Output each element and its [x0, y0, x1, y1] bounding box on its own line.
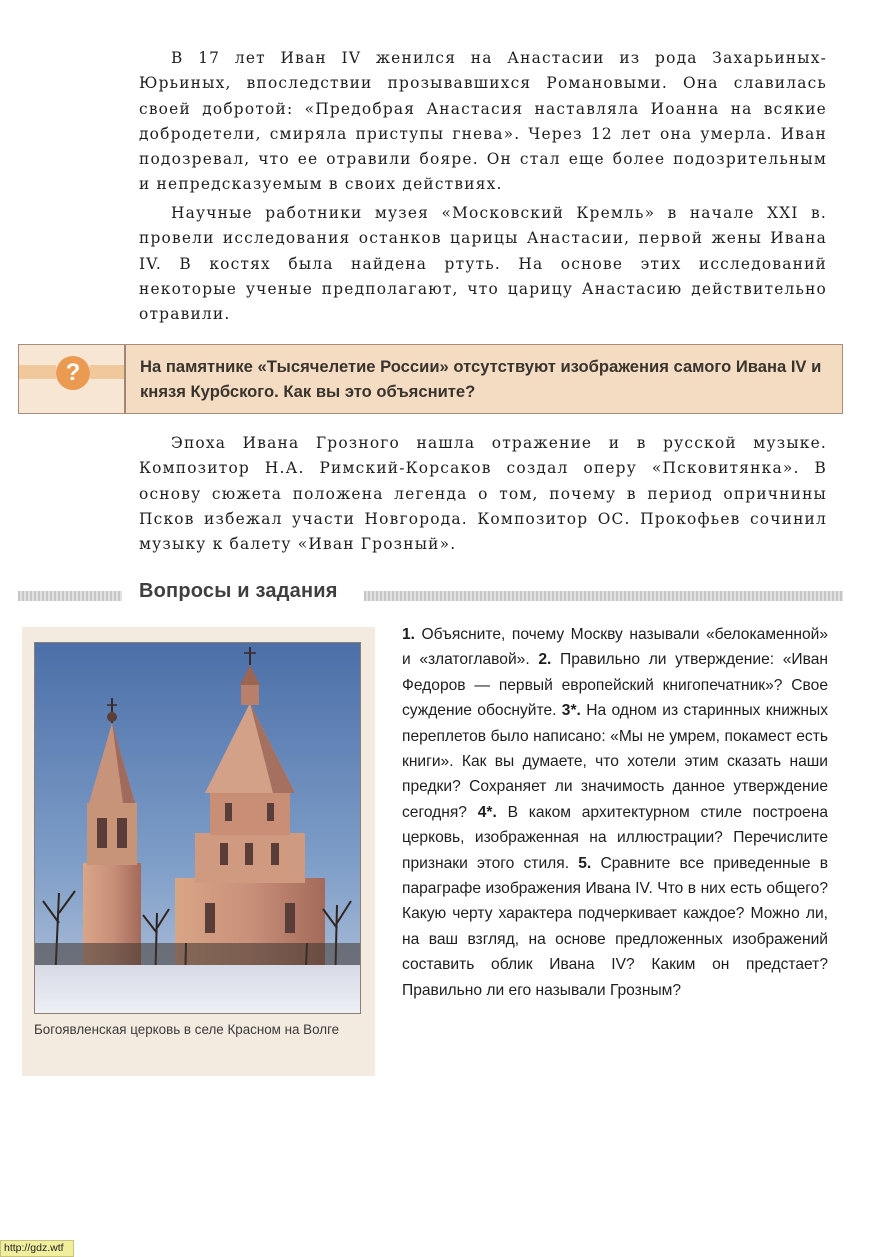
task-3-number: 3*. [561, 702, 581, 720]
section-title: Вопросы и задания [139, 580, 338, 602]
task-1-text: Объясните, почему Москву называли «белокаменной» и «златоглавой». [402, 626, 828, 669]
task-2-number: 2. [538, 651, 552, 669]
paragraph-music: Эпоха Ивана Грозного нашла отражение и в русской музыке. Композитор Н.А. Римский-Корсаков создал оперу «Псковитянка». В основу сюжета положена легенда о том, почему в период опричнины Псков избежал участи Новгорода. Композитор ОС. Прокофьев сочинил музыку к балету «Иван Грозный». [139, 434, 827, 554]
section-rule-right [364, 591, 843, 601]
illustration-panel [22, 627, 375, 1076]
illustration-caption: Богоявленская церковь в селе Красном на Волге [34, 1022, 340, 1037]
paragraph-research: Научные работники музея «Московский Кремль» в начале XXI в. провели исследования останков царицы Анастасии, первой жены Ивана IV. В костях была найдена ртуть. На основе этих исследований некоторые ученые предполагают, что царицу Анастасию действительно отравили. [139, 204, 827, 324]
paragraph-anastasia: В 17 лет Иван IV женился на Анастасии из рода Захарьиных-Юрьиных, впоследствии прозывавшихся Романовыми. Она славилась своей добротой: «Предобрая Анастасия наставляла Иоанна на всякие добродетели, смиряла приступы гнева». Через 12 лет она умерла. Иван подозревал, что ее отравили бояре. Он стал еще более подозрительным и непредсказуемым в своих действиях. [139, 49, 827, 194]
question-mark-icon: ? [56, 356, 90, 390]
task-5-text: Сравните все приведенные в параграфе изображения Ивана IV. Что в них есть общего? Какую черту характера подчеркивает каждое? Можно ли, на ваш взгляд, на основе предложенных изображений составить облик Ивана IV? Каким он предстает? Правильно ли его называли Грозным? [402, 854, 828, 999]
task-4-number: 4*. [477, 803, 497, 821]
question-band-right [90, 365, 124, 379]
task-3-text: На одном из старинных книжных переплетов было написано: «Мы не умрем, покамест есть книги». Как вы думаете, что хотели этим сказать наши предки? Сохраняет ли значимость данное утверждение сегодня? [402, 702, 828, 821]
task-5-number: 5. [578, 854, 592, 872]
tasks-list [402, 622, 828, 1003]
question-box-side [19, 345, 126, 413]
watermark-link[interactable]: http://gdz.wtf [0, 1240, 74, 1257]
task-1-number: 1. [402, 626, 416, 643]
question-box [18, 344, 843, 414]
question-band-left [19, 365, 56, 379]
question-text: На памятнике «Тысячелетие России» отсутствуют изображения самого Ивана IV и князя Курбского. Как вы это объясните? [140, 357, 822, 401]
task-4-text: В каком архитектурном стиле построена церковь, изображенная на иллюстрации? Перечислите признаки этого стиля. [402, 803, 829, 872]
section-rule-left [18, 591, 122, 601]
task-2-text: Правильно ли утверждение: «Иван Федоров — первый европейский книгопечатник»? Свое суждение обоснуйте. [402, 651, 828, 720]
church-photo [34, 642, 361, 1014]
